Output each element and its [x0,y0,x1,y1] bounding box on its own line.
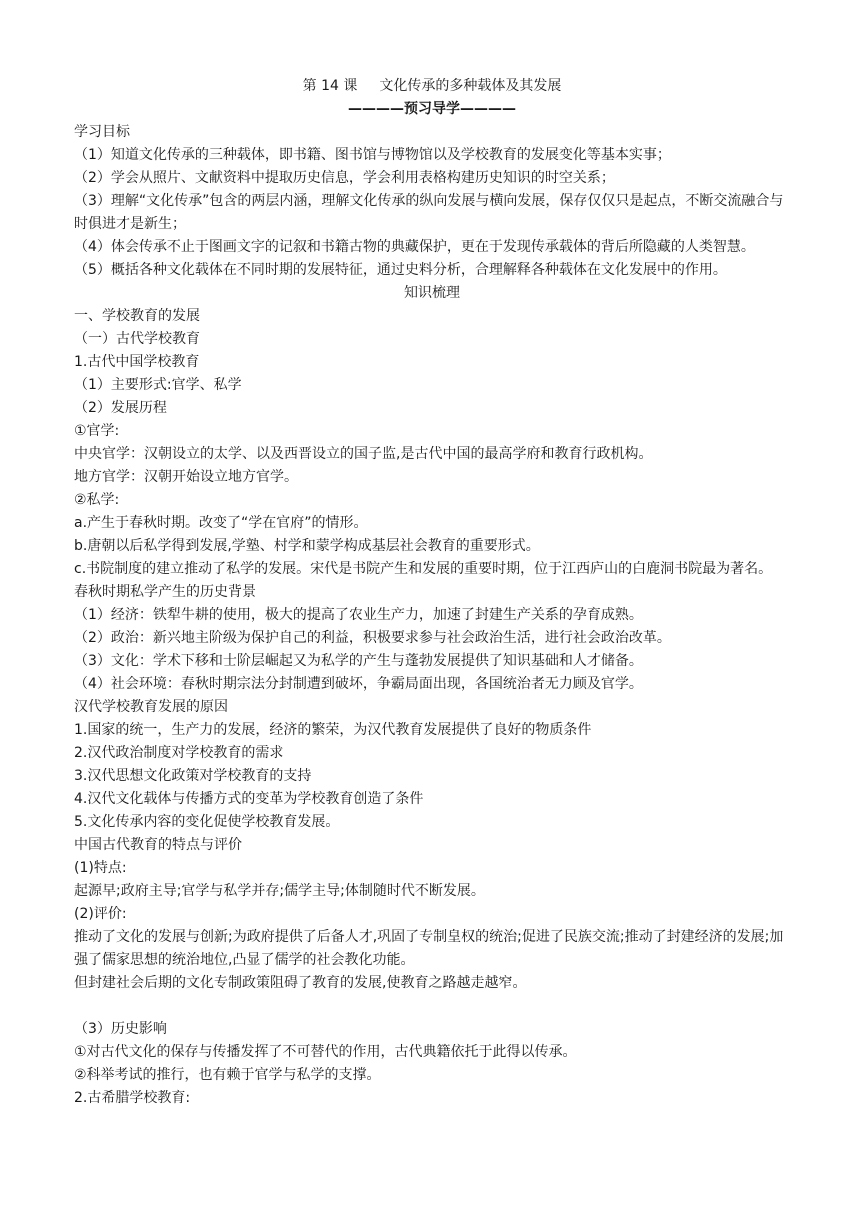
text-line: (1)特点: [74,860,127,876]
blank-line [74,995,790,1018]
text-line: （3）历史影响 [74,1021,167,1037]
section-subtitle: ————预习导学———— [348,101,516,117]
topic-heading: 1.古代中国学校教育 [74,354,200,370]
text-line: 1.国家的统一，生产力的发展，经济的繁荣，为汉代教育发展提供了良好的物质条件 [74,722,592,738]
text-line: 5.文化传承内容的变化促使学校教育发展。 [74,814,340,830]
text-line: （3）文化：学术下移和士阶层崛起又为私学的产生与蓬勃发展提供了知识基础和人才储备。 [74,653,643,669]
section-heading: 一、学校教育的发展 [74,308,200,324]
knowledge-heading: 知识梳理 [404,285,460,301]
text-line: 推动了文化的发展与创新;为政府提供了后备人才,巩固了专制皇权的统治;促进了民族交流;推动了封建经济的发展;加强了儒家思想的统治地位,凸显了儒学的社会教化功能。 [74,929,784,968]
text-line: 起源早;政府主导;官学与私学并存;儒学主导;体制随时代不断发展。 [74,883,485,899]
topic-heading: 2.古希腊学校教育: [74,1090,191,1106]
text-line: ②科举考试的推行，也有赖于官学与私学的支撑。 [74,1067,381,1083]
lesson-number: 第 14 课 [302,78,358,94]
text-line: （4）社会环境：春秋时期宗法分封制遭到破坏，争霸局面出现，各国统治者无力顾及官学。 [74,676,643,692]
lesson-name: 文化传承的多种载体及其发展 [379,78,562,94]
topic-heading: 春秋时期私学产生的历史背景 [74,584,256,600]
goals-heading: 学习目标 [74,124,130,140]
text-line: 2.汉代政治制度对学校教育的需求 [74,745,284,761]
goal-item: （5）概括各种文化载体在不同时期的发展特征，通过史料分析，合理解释各种载体在文化发展中的作用。 [74,262,727,278]
topic-heading: 汉代学校教育发展的原因 [74,699,228,715]
text-line: （1）主要形式:官学、私学 [74,377,242,393]
text-line: a.产生于春秋时期。改变了“学在官府”的情形。 [74,515,368,531]
text-line: （1）经济：铁犁牛耕的使用，极大的提高了农业生产力，加速了封建生产关系的孕育成熟。 [74,607,643,623]
goal-item: （2）学会从照片、文献资料中提取历史信息，学会利用表格构建历史知识的时空关系； [74,170,615,186]
document-page [74,74,790,1110]
subsection-heading: （一）古代学校教育 [74,331,200,347]
text-line: （2）政治：新兴地主阶级为保护自己的利益，积极要求参与社会政治生活，进行社会政治改革。 [74,630,671,646]
text-line: ①官学: [74,423,120,439]
text-line: ②私学: [74,492,120,508]
text-line: ①对古代文化的保存与传播发挥了不可替代的作用，古代典籍依托于此得以传承。 [74,1044,577,1060]
text-line: 4.汉代文化载体与传播方式的变革为学校教育创造了条件 [74,791,424,807]
text-line: 地方官学：汉朝开始设立地方官学。 [74,469,298,485]
goal-item: （1）知道文化传承的三种载体，即书籍、图书馆与博物馆以及学校教育的发展变化等基本实事； [74,147,671,163]
topic-heading: 中国古代教育的特点与评价 [74,837,242,853]
text-line: 3.汉代思想文化政策对学校教育的支持 [74,768,312,784]
text-line: c.书院制度的建立推动了私学的发展。宋代是书院产生和发展的重要时期，位于江西庐山的白鹿洞书院最为著名。 [74,561,773,577]
goal-item: （4）体会传承不止于图画文字的记叙和书籍古物的典藏保护，更在于发现传承载体的背后所隐藏的人类智慧。 [74,239,755,255]
goal-item: （3）理解“文化传承”包含的两层内涵，理解文化传承的纵向发展与横向发展，保存仅仅只是起点，不断交流融合与时俱进才是新生； [74,193,784,232]
text-line: 中央官学：汉朝设立的太学、以及西晋设立的国子监,是古代中国的最高学府和教育行政机构。 [74,446,653,462]
text-line: 但封建社会后期的文化专制政策阻碍了教育的发展,使教育之路越走越窄。 [74,975,527,991]
text-line: b.唐朝以后私学得到发展,学塾、村学和蒙学构成基层社会教育的重要形式。 [74,538,540,554]
text-line: (2)评价: [74,906,127,922]
lesson-title [74,74,790,98]
text-line: （2）发展历程 [74,400,167,416]
